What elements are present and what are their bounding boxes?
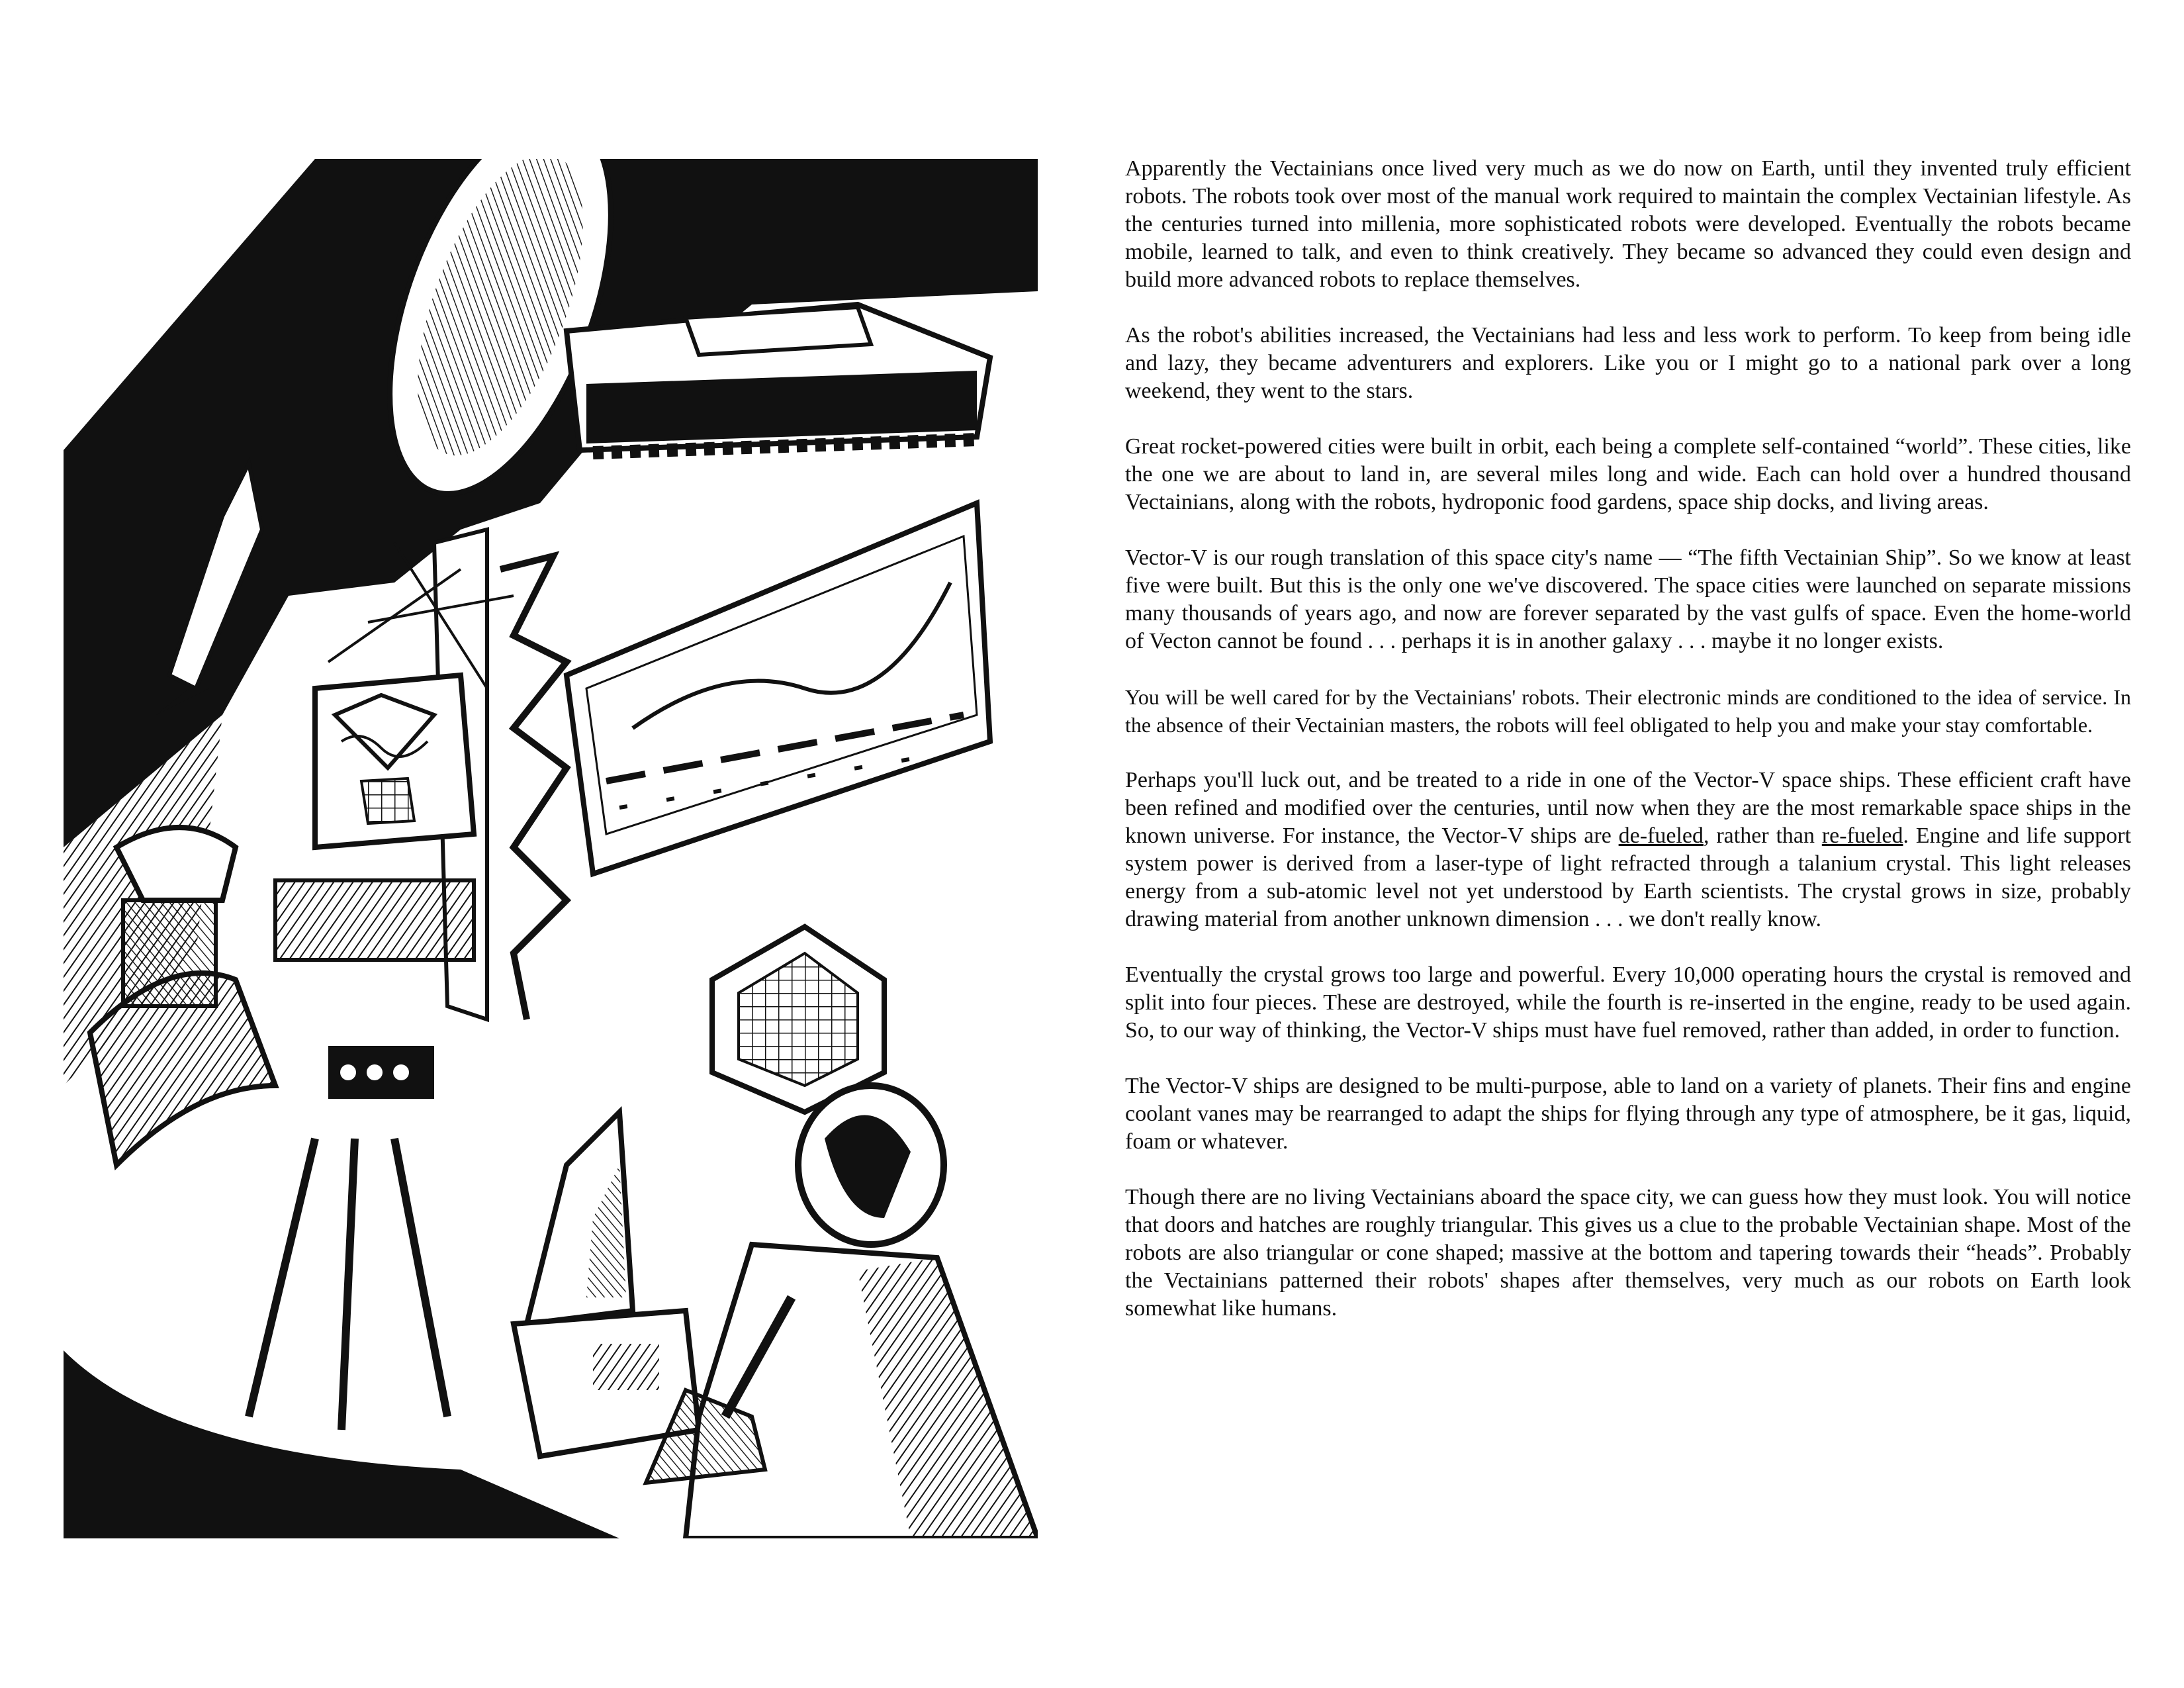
space-ships-text-2: , rather than (1704, 823, 1822, 848)
paragraph-robots-history: Apparently the Vectainians once lived very much as we do now on Earth, until they invented truly efficient robots. The robots took over most of the manual work required to maintain the complex Vectainian lifestyle. As the centuries turned into millenia, more sophisticated robots were developed. Eventually the robots became mobile, learned to talk, and even to think creatively. They became so advanced they could even design and build more advanced robots to replace themselves. (1125, 156, 2131, 292)
paragraph-vectainian-shape: Though there are no living Vectainians aboard the space city, we can guess how they must look. You will notice that doors and hatches are roughly triangular. This gives us a clue to the probable Vectainian shape. Most of the robots are also triangular or cone shaped; massive at the bottom and tapering towards their “heads”. Probably the Vectainians patterned their robots' shapes after themselves, very much as our robots on Earth look somewhat like humans. (1125, 1185, 2131, 1321)
re-fueled-term: re-fueled (1821, 823, 1903, 848)
zigzag-edge (500, 556, 567, 1019)
paragraph-crystal: Eventually the crystal grows too large and powerful. Every 10,000 operating hours the crystal is removed and split into four pieces. These are destroyed, while the fourth is re-inserted in the engine, ready to be used again. So, to our way of thinking, the Vector-V ships must have fuel removed, rather than added, in order to function. (1125, 962, 2131, 1043)
spacecraft-interior-illustration (64, 159, 1038, 1538)
paragraph-adventurers: As the robot's abilities increased, the Vectainians had less and less work to perform. To keep from being idle and lazy, they became adventurers and explorers. Like you or I might go to a national park over a long weekend, they went to the stars. (1125, 323, 2131, 403)
paragraph-space-cities: Great rocket-powered cities were built in orbit, each being a complete self-contained “world”. These cities, like the one we are about to land in, are several miles long and wide. Each can hold over a hundred thousand Vectainians, along with the robots, hydroponic food gardens, space ship docks, and living areas. (1125, 434, 2131, 514)
paragraph-vector-v-name: Vector-V is our rough translation of this space city's name — “The fifth Vectainian Ship”. So we know at least five were built. But this is the only one we've discovered. The space cities were launched on separate missions many thousands of years ago, and now are forever separated by the vast gulfs of space. Even the home-world of Vecton cannot be found . . . perhaps it is in another galaxy . . . maybe it no longer exists. (1125, 545, 2131, 653)
body-text-column (1125, 155, 2131, 1350)
robot-figure (646, 1086, 1038, 1538)
de-fueled-term: de-fueled (1618, 823, 1704, 848)
floor-light-beams (249, 1139, 447, 1430)
illustration-drawing (64, 159, 1038, 1538)
wall-screen (567, 503, 990, 874)
paragraph-robot-care: You will be well cared for by the Vectainians' robots. Their electronic minds are conditioned to the idea of service. In the absence of their Vectainian masters, the robots will feel obligated to help you and make your stay comfortable. (1125, 685, 2131, 737)
space-ships-text-1: Perhaps you'll luck out, and be treated to a ride in one of the Vector-V space ships. These efficient craft have been refined and modified over the centuries, until now when they are the most remarkable space ships in the known universe. For instance, the Vector-V ships are (1125, 768, 2131, 848)
paragraph-multi-purpose: The Vector-V ships are designed to be multi-purpose, able to land on a variety of planets. Their fins and engine coolant vanes may be rearranged to adapt the ships for flying through any type of atmosphere, be it gas, liquid, foam or whatever. (1125, 1074, 2131, 1154)
paragraph-space-ships (1125, 767, 2131, 933)
console-panel (275, 675, 474, 960)
space-ships-text-3: . Engine and life support system power is derived from a laser-type of light refracted through a talanium crystal. This light releases energy from a sub-atomic level not yet understood by Earth scientists. The crystal grows in size, probably drawing material from another unknown dimension . . . we don't really know. (1125, 823, 2132, 931)
tracked-vehicle (567, 305, 990, 453)
control-seat (514, 1112, 699, 1456)
